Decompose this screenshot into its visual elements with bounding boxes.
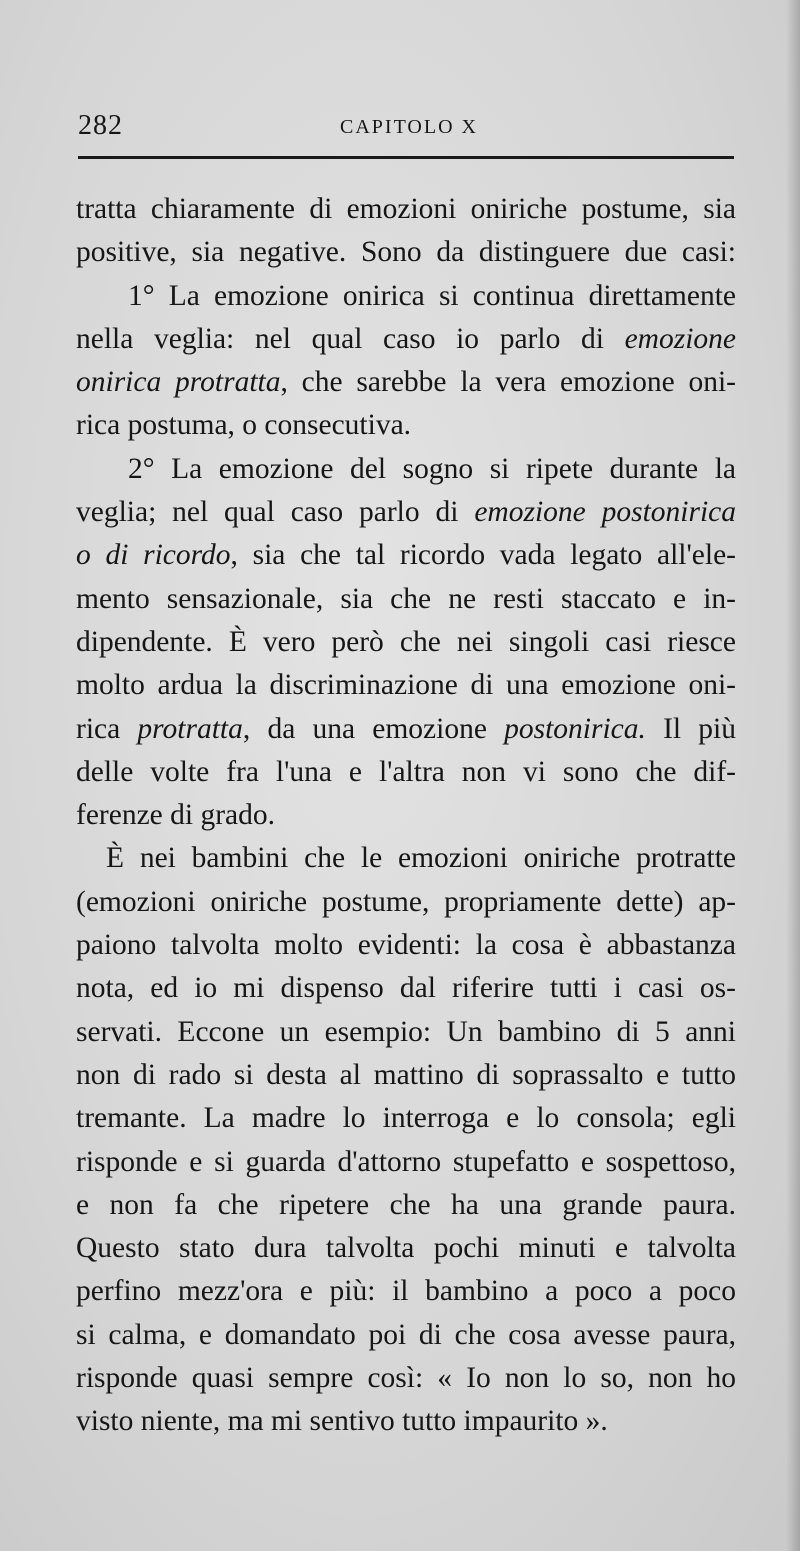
italic-run: emozione xyxy=(624,322,736,355)
text-line xyxy=(76,491,736,534)
text-line: (emozioni oniriche postume, propriamente dette) ap- xyxy=(76,885,736,918)
text-run: rica xyxy=(76,712,138,745)
body-text xyxy=(76,188,736,1444)
text-line: paiono talvolta molto evidenti: la cosa è abbastanza xyxy=(76,929,736,962)
italic-run: o di ricordo xyxy=(76,539,231,572)
page-edge-shadow xyxy=(786,0,800,1551)
text-line: tratta chiaramente di emozioni oniriche postume, sia xyxy=(76,193,736,225)
text-line: delle volte fra l'una e l'altra non vi sono che dif- xyxy=(76,755,736,788)
running-head: CAPITOLO X xyxy=(340,116,478,138)
text-line: servati. Eccone un esempio: Un bambino di 5 anni xyxy=(76,1015,736,1048)
text-run: , da una emozione xyxy=(242,712,505,745)
text-line xyxy=(76,361,736,404)
page-number: 282 xyxy=(78,110,123,141)
text-line: risponde e si guarda d'attorno stupefatto e sospettoso, xyxy=(76,1145,736,1178)
text-line xyxy=(76,708,736,751)
text-line: si calma, e domandato poi di che cosa avesse paura, xyxy=(76,1318,736,1351)
text-line: nota, ed io mi dispenso dal riferire tutti i casi os- xyxy=(76,972,736,1005)
italic-run: emozione postonirica xyxy=(474,496,736,529)
text-line: positive, sia negative. Sono da distinguere due casi: xyxy=(76,236,736,269)
text-line: risponde quasi sempre così: « Io non lo so, non ho xyxy=(76,1362,736,1395)
text-line: dipendente. È vero però che nei singoli casi riesce xyxy=(76,625,736,658)
text-line: visto niente, ma mi sentivo tutto impaurito ». xyxy=(76,1405,608,1438)
text-line: 2° La emozione del sogno si ripete durante la xyxy=(128,452,736,485)
text-line: mento sensazionale, sia che ne resti staccato e in- xyxy=(76,582,736,615)
text-line: molto ardua la discriminazione di una emozione oni- xyxy=(76,669,736,702)
text-line: rica postuma, o consecutiva. xyxy=(76,409,412,442)
text-run: , sia che tal ricordo vada legato all'ele- xyxy=(230,539,736,572)
text-line: Questo stato dura talvolta pochi minuti e talvolta xyxy=(76,1232,736,1265)
text-line: È nei bambini che le emozioni oniriche protratte xyxy=(106,842,736,875)
text-run: veglia; nel qual caso parlo di xyxy=(76,496,475,529)
text-run: , che sarebbe la vera emozione oni- xyxy=(280,366,736,399)
text-line xyxy=(76,318,736,361)
text-line: tremante. La madre lo interroga e lo consola; egli xyxy=(76,1102,736,1135)
text-line: perfino mezz'ora e più: il bambino a poco a poco xyxy=(76,1275,736,1308)
text-line: non di rado si desta al mattino di soprassalto e tutto xyxy=(76,1058,736,1091)
text-line: 1° La emozione onirica si continua direttamente xyxy=(128,279,736,312)
text-line: e non fa che ripetere che ha una grande paura. xyxy=(76,1188,736,1221)
text-line: ferenze di grado. xyxy=(76,799,276,832)
text-line xyxy=(76,534,736,577)
text-run: Il più xyxy=(645,712,736,745)
italic-run: postonirica. xyxy=(504,712,646,745)
header-rule xyxy=(78,156,734,159)
text-run: nella veglia: nel qual caso io parlo di xyxy=(76,322,625,355)
italic-run: onirica protratta xyxy=(76,366,281,399)
italic-run: protratta xyxy=(137,712,243,745)
page-header xyxy=(78,110,734,150)
